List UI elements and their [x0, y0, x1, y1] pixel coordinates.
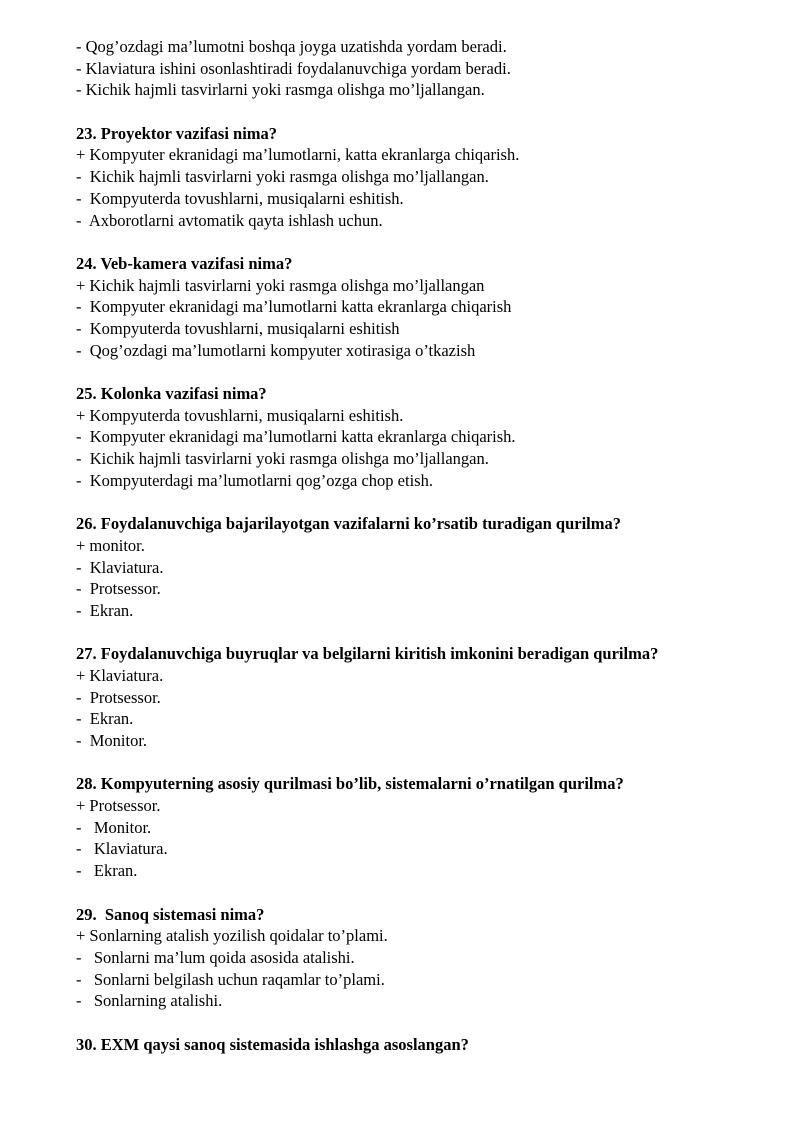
question-block [76, 253, 776, 361]
option-line: - Ekran. [76, 600, 134, 620]
question-block [76, 513, 776, 621]
option-line: - Qog’ozdagi ma’lumotni boshqa joyga uzatishda yordam beradi. [76, 37, 507, 56]
question-block [76, 904, 776, 1012]
document-page [76, 36, 776, 1055]
question-title: 23. Proyektor vazifasi nima? [76, 123, 278, 143]
option-line: - Kompyuterda tovushlarni, musiqalarni eshitish. [76, 188, 404, 208]
intro-options [76, 36, 776, 101]
question-title: 30. EXM qaysi sanoq sistemasida ishlashga asoslangan? [76, 1034, 469, 1054]
option-line: - Protsessor. [76, 687, 161, 707]
option-line: - Sonlarning atalishi. [76, 991, 223, 1011]
question-title: 24. Veb-kamera vazifasi nima? [76, 253, 293, 273]
option-line: - Kichik hajmli tasvirlarni yoki rasmga olishga mo’ljallangan. [76, 449, 489, 469]
option-line: - Kichik hajmli tasvirlarni yoki rasmga olishga mo’ljallangan. [76, 80, 485, 100]
option-line: - Sonlarni belgilash uchun raqamlar to’plami. [76, 969, 385, 989]
question-block [76, 383, 776, 491]
option-line: - Ekran. [76, 709, 134, 729]
option-line: - Axborotlarni avtomatik qayta ishlash uchun. [76, 210, 383, 230]
question-title: 28. Kompyuterning asosiy qurilmasi bo’lib, sistemalarni o’rnatilgan qurilma? [76, 774, 624, 794]
correct-answer: + monitor. [76, 535, 145, 555]
question-block [76, 773, 776, 881]
question-title: 27. Foydalanuvchiga buyruqlar va belgilarni kiritish imkonini beradigan qurilma? [76, 644, 659, 664]
correct-answer: + Protsessor. [76, 796, 161, 816]
option-line: - Protsessor. [76, 579, 161, 599]
correct-answer: + Kompyuter ekranidagi ma’lumotlarni, katta ekranlarga chiqarish. [76, 145, 520, 165]
option-line: - Kompyuter ekranidagi ma’lumotlarni katta ekranlarga chiqarish [76, 297, 512, 317]
option-line: - Kompyuterdagi ma’lumotlarni qog’ozga chop etish. [76, 470, 433, 490]
option-line: - Klaviatura. [76, 839, 168, 859]
option-line: - Klaviatura. [76, 557, 164, 577]
correct-answer: + Kompyuterda tovushlarni, musiqalarni eshitish. [76, 405, 404, 425]
option-line: - Kompyuter ekranidagi ma’lumotlarni katta ekranlarga chiqarish. [76, 427, 516, 447]
question-title: 29. Sanoq sistemasi nima? [76, 904, 265, 924]
option-line: - Qog’ozdagi ma’lumotlarni kompyuter xotirasiga o’tkazish [76, 340, 476, 360]
question-title: 26. Foydalanuvchiga bajarilayotgan vazifalarni ko’rsatib turadigan qurilma? [76, 514, 621, 534]
option-line: - Ekran. [76, 861, 138, 881]
option-line: - Sonlarni ma’lum qoida asosida atalishi. [76, 947, 355, 967]
correct-answer: + Kichik hajmli tasvirlarni yoki rasmga olishga mo’ljallangan [76, 275, 485, 295]
option-line: - Monitor. [76, 817, 152, 837]
question-block [76, 1034, 776, 1056]
option-line: - Monitor. [76, 731, 148, 750]
question-block [76, 643, 776, 751]
question-title: 25. Kolonka vazifasi nima? [76, 384, 267, 403]
option-line: - Kompyuterda tovushlarni, musiqalarni eshitish [76, 318, 400, 338]
correct-answer: + Sonlarning atalish yozilish qoidalar to’plami. [76, 926, 388, 946]
question-block [76, 123, 776, 231]
option-line: - Kichik hajmli tasvirlarni yoki rasmga olishga mo’ljallangan. [76, 167, 489, 187]
option-line: - Klaviatura ishini osonlashtiradi foydalanuvchiga yordam beradi. [76, 58, 511, 78]
correct-answer: + Klaviatura. [76, 665, 164, 685]
